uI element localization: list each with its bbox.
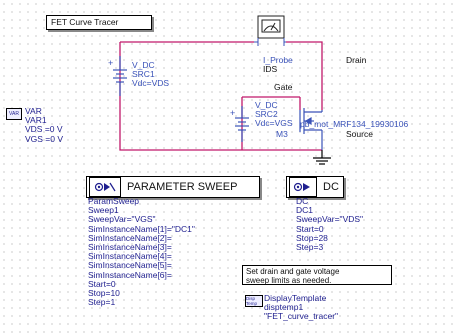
param-sweep-line: Start=0: [88, 278, 116, 289]
note-line: Set drain and gate voltage: [246, 267, 340, 276]
display-template-icon-label: Disp Temp: [246, 296, 258, 306]
probe-label[interactable]: [263, 56, 293, 74]
param-sweep-title: PARAMETER SWEEP: [127, 181, 238, 193]
dc-sim-line: DC: [296, 196, 309, 206]
note-line: sweep limits as needed.: [246, 276, 332, 285]
dc-sim-title: DC: [323, 181, 339, 193]
param-sweep-line: Step=1: [88, 297, 116, 308]
var-block-line: VAR: [25, 106, 42, 116]
param-sweep-line: Stop=10: [88, 288, 120, 299]
src2-name: SRC2: [255, 109, 278, 120]
display-template-line: disptemp1: [264, 302, 304, 313]
ground-symbol: [313, 150, 331, 164]
var-block-line: VGS =0 V: [25, 133, 64, 144]
dc-sim-line: DC1: [296, 205, 314, 216]
src1-type: V_DC: [132, 60, 155, 70]
title-box[interactable]: FET Curve Tracer: [46, 15, 152, 30]
param-sweep-line: SimInstanceName[2]=: [88, 232, 172, 243]
dc-sim-line: Start=0: [296, 223, 324, 234]
param-sweep-line: SimInstanceName[6]=: [88, 269, 172, 280]
param-sweep-line: SimInstanceName[1]="DC1": [88, 223, 195, 234]
param-sweep-params[interactable]: [88, 197, 195, 307]
drain-label: Drain: [346, 55, 367, 65]
display-template-params[interactable]: [264, 294, 338, 322]
src2-type: V_DC: [255, 100, 278, 110]
transistor-model-label[interactable]: pb_mot_MRF134_19930106: [300, 119, 409, 129]
transistor-instance-label: M3: [276, 129, 288, 139]
dc-gear-icon: [292, 180, 314, 194]
src1-name: SRC1: [132, 69, 155, 80]
probe-meter: [254, 16, 286, 46]
probe-name: IDS: [263, 64, 278, 75]
param-sweep-line: ParamSweep: [88, 196, 140, 206]
sweep-gear-icon: [93, 180, 117, 194]
var-block[interactable]: [25, 107, 63, 144]
var-block-line: VAR1: [25, 115, 47, 126]
param-sweep-line: SweepVar="VGS": [88, 214, 156, 225]
var-block-line: VDS =0 V: [25, 124, 63, 135]
svg-text:+: +: [108, 58, 114, 68]
param-sweep-header[interactable]: [86, 176, 260, 198]
probe-type: I_Probe: [263, 55, 293, 65]
var-icon[interactable]: [6, 108, 22, 120]
src2-value: Vdc=VGS: [255, 118, 293, 129]
source-label: Source: [346, 129, 373, 139]
dc-sim-icon: [289, 177, 317, 197]
wire-top-right: [286, 42, 322, 110]
svg-text:+: +: [230, 108, 236, 118]
dc-sim-line: Step=3: [296, 242, 324, 253]
dc-sim-line: SweepVar="VDS": [296, 214, 364, 225]
src1-battery: [108, 56, 127, 96]
src1-value: Vdc=VDS: [132, 78, 170, 89]
param-sweep-line: SimInstanceName[4]=: [88, 251, 172, 262]
var-icon-label: VAR: [9, 111, 19, 117]
display-template-line: "FET_curve_tracer": [264, 311, 339, 322]
dc-sim-line: Stop=28: [296, 232, 328, 243]
display-template-line: DisplayTemplate: [264, 293, 327, 303]
dc-sim-header[interactable]: [286, 176, 344, 198]
note-box[interactable]: [242, 265, 392, 285]
param-sweep-icon: [89, 177, 121, 197]
src2-battery: [230, 106, 249, 142]
dc-sim-params[interactable]: [296, 197, 363, 252]
param-sweep-line: Sweep1: [88, 205, 119, 216]
param-sweep-line: SimInstanceName[3]=: [88, 242, 172, 253]
gate-label: Gate: [274, 82, 293, 92]
display-template-icon[interactable]: [245, 295, 263, 307]
param-sweep-line: SimInstanceName[5]=: [88, 260, 172, 271]
src1-label[interactable]: [132, 61, 169, 89]
src2-label[interactable]: [255, 101, 293, 129]
